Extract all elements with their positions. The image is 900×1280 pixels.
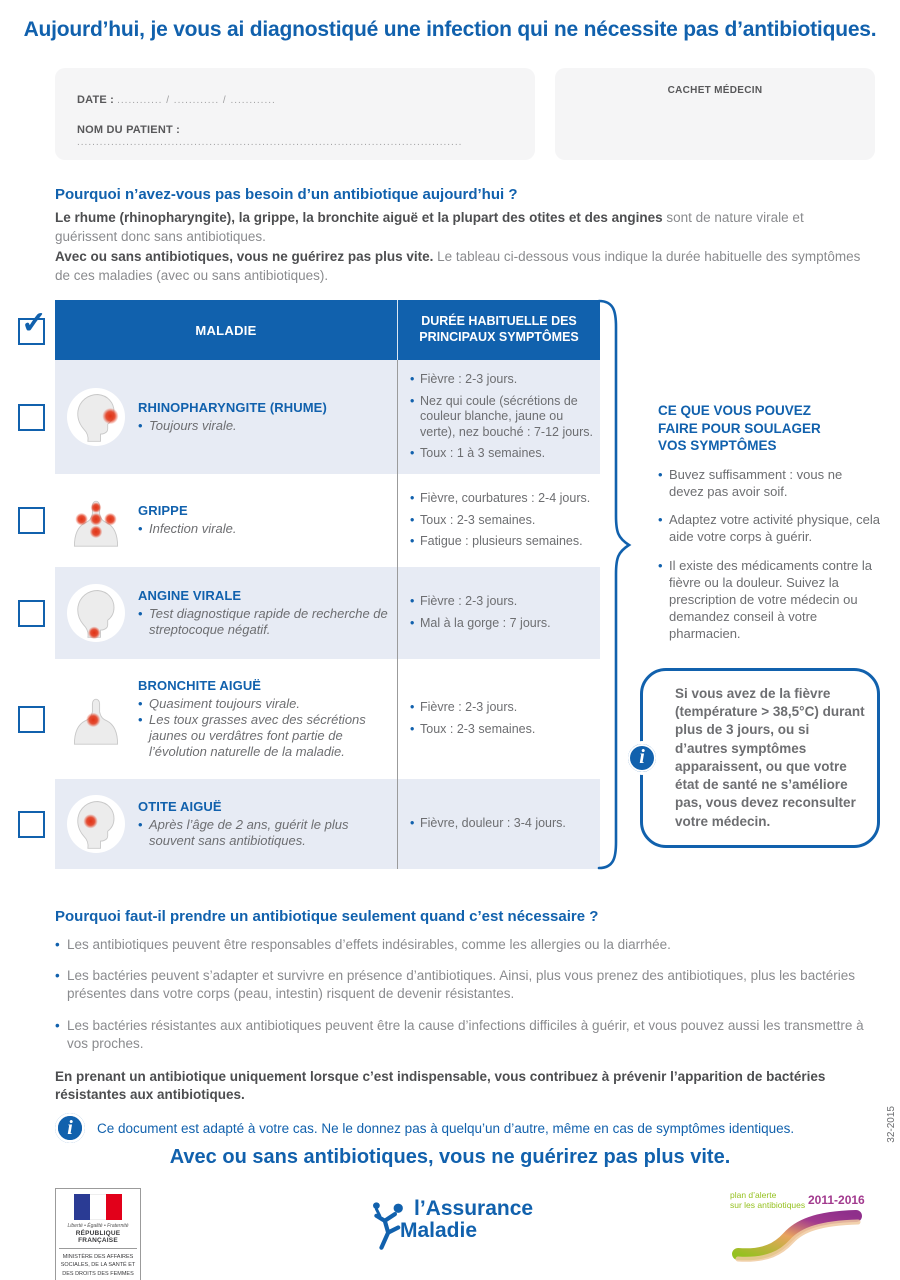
checkbox-angine[interactable] [18,600,45,627]
assurance-line1: l’Assurance [414,1197,534,1220]
checkbox-otite[interactable] [18,811,45,838]
info-icon: i [625,741,659,775]
fever-warning-text: Si vous avez de la fièvre (température > 38,5°C) durant plus de 3 jours, ou si d’autres symptômes apparaissent, ou que votre état de santé ne s’améliore pas, vous devez reconsulter votre médecin. [675,686,865,829]
symptom: • Toux : 2-3 semaines. [410,722,594,738]
relief-advice-panel [658,402,880,655]
table-row [55,567,600,659]
doctor-stamp-label: CACHET MÉDECIN [667,85,763,96]
head-throat-illustration [67,584,125,642]
intro-paragraph-1: Le rhume (rhinopharyngite), la grippe, la bronchite aiguë et la plupart des otites et des angines sont de nature virale et guérissent donc sans antibiotiques. [55,210,804,244]
plan-line2: sur les antibiotiques [730,1200,806,1211]
section2-bullet: • Les antibiotiques peuvent être responsables d’effets indésirables, comme les allergies ou la diarrhée. [55,936,873,954]
symptom: • Toux : 2-3 semaines. [410,513,594,529]
section2-bullet: • Les bactéries résistantes aux antibiotiques peuvent être la cause d’infections difficiles à guérir, et vous pouvez aussi les transmettre à vos proches. [55,1017,873,1053]
column-header-duree: DURÉE HABITUELLE DES PRINCIPAUX SYMPTÔMES [397,300,600,360]
patient-name-label: NOM DU PATIENT : [77,124,181,136]
symptom: • Fièvre : 2-3 jours. [410,594,594,610]
relief-heading: CE QUE VOUS POUVEZ FAIRE POUR SOULAGER VOS SYMPTÔMES [658,403,821,454]
relief-bullet: • Adaptez votre activité physique, cela aide votre corps à guérir. [658,512,880,546]
symptom: • Toux : 1 à 3 semaines. [410,446,594,462]
disease-desc: • Les toux grasses avec des sécrétions jaunes ou verdâtres font partie de l’évolution naturelle de la maladie. [138,712,389,761]
patient-info-box [55,68,535,160]
document-note [55,1113,855,1143]
symptom: • Fièvre, douleur : 3-4 jours. [410,816,594,832]
checkmark-icon: ✓ [21,305,47,340]
french-flag-icon [56,1194,140,1220]
symptom: • Fièvre : 2-3 jours. [410,372,594,388]
plan-ribbon-icon [730,1210,880,1262]
date-field[interactable] [77,94,513,106]
table-row [55,779,600,869]
date-input-dots[interactable]: ............ / ............ / ............ [117,95,276,106]
disease-desc: • Infection virale. [138,521,389,537]
table-header [55,300,600,360]
republic-motto: Liberté • Égalité • Fraternité [67,1223,129,1229]
ministry-name: MINISTÈRE DES AFFAIRES SOCIALES, DE LA SANTÉ ET DES DROITS DES FEMMES [60,1254,136,1277]
section1-heading: Pourquoi n’avez-vous pas besoin d’un antibiotique aujourd’hui ? [55,186,518,203]
symptom: • Mal à la gorge : 7 jours. [410,616,594,632]
head-ear-illustration [67,795,125,853]
section2-bullet: • Les bactéries peuvent s’adapter et survivre en présence d’antibiotiques. Ainsi, plus vous prenez des antibiotiques, plus les bactéries présentes dans votre corps (peau, intestin) risquent de devenir résistantes. [55,967,873,1003]
disease-table [55,300,600,869]
section2-body [55,936,873,1105]
symptom: • Fatigue : plusieurs semaines. [410,534,594,550]
table-row [55,360,600,474]
fever-warning-box [640,668,880,848]
checkbox-grippe[interactable] [18,507,45,534]
republic-label: RÉPUBLIQUE FRANÇAISE [59,1230,137,1249]
relief-bullet: • Buvez suffisamment : vous ne devez pas avoir soif. [658,467,880,501]
torso-back-illustration [67,492,125,550]
document-note-text: Ce document est adapté à votre cas. Ne le donnez pas à quelqu’un d’autre, même en cas de symptômes identiques. [97,1120,795,1136]
intro-paragraph-2: Avec ou sans antibiotiques, vous ne guérirez pas plus vite. Le tableau ci-dessous vous indique la durée habituelle des symptômes de ces maladies (avec ou sans antibiotiques). [55,249,861,283]
patient-name-input-dots[interactable]: ...................................................................................................... [77,137,463,148]
plan-alerte-logo [730,1190,880,1267]
disease-desc: • Test diagnostique rapide de recherche de streptocoque négatif. [138,606,389,639]
checkbox-header-checked[interactable] [18,305,47,345]
relief-bullet: • Il existe des médicaments contre la fièvre ou la douleur. Suivez la prescription de votre médecin ou demandez conseil à votre pharmacien. [658,558,880,642]
bottom-tagline: Avec ou sans antibiotiques, vous ne guérirez pas plus vite. [169,1146,731,1168]
doctor-stamp-box [555,68,875,160]
table-row [55,474,600,567]
checkbox-bronchite[interactable] [18,706,45,733]
section2-heading: Pourquoi faut-il prendre un antibiotique seulement quand c’est nécessaire ? [55,908,599,925]
section2-conclusion: En prenant un antibiotique uniquement lorsque c’est indispensable, vous contribuez à prévenir l’apparition de bactéries résistantes aux antibiotiques. [55,1069,826,1103]
column-header-maladie: MALADIE [195,322,257,338]
disease-name: BRONCHITE AIGUË [138,677,262,693]
page-title: Aujourd’hui, je vous ai diagnostiqué une infection qui ne nécessite pas d’antibiotiques. [23,18,877,41]
disease-desc: • Quasiment toujours virale. [138,696,389,712]
disease-name: ANGINE VIRALE [138,587,242,603]
assurance-maladie-logo [368,1198,533,1252]
head-nose-illustration [67,388,125,446]
disease-name: GRIPPE [138,503,188,519]
info-icon: i [55,1113,85,1143]
document-reference: 32-2015 [886,1106,897,1143]
assurance-line2: Maladie [400,1219,478,1243]
disease-name: RHINOPHARYNGITE (RHUME) [138,399,327,415]
table-brace-decoration [597,298,633,876]
patient-name-field[interactable] [77,124,513,148]
symptom: • Nez qui coule (sécrétions de couleur blanche, jaune ou verte), nez bouché : 7-12 jours. [410,394,594,441]
checkbox-rhinopharyngite[interactable] [18,404,45,431]
ministry-logo [55,1188,141,1280]
symptom: • Fièvre : 2-3 jours. [410,700,594,716]
table-row [55,659,600,779]
plan-years: 2011-2016 [808,1193,865,1207]
disease-desc: • Après l’âge de 2 ans, guérit le plus souvent sans antibiotiques. [138,817,389,850]
symptom: • Fièvre, courbatures : 2-4 jours. [410,491,594,507]
plan-line1: plan d’alerte [730,1190,777,1200]
torso-chest-illustration [67,690,125,748]
intro-paragraphs [55,209,863,288]
date-label: DATE : [77,94,115,106]
disease-name: OTITE AIGUË [138,798,222,814]
disease-desc: • Toujours virale. [138,418,389,434]
